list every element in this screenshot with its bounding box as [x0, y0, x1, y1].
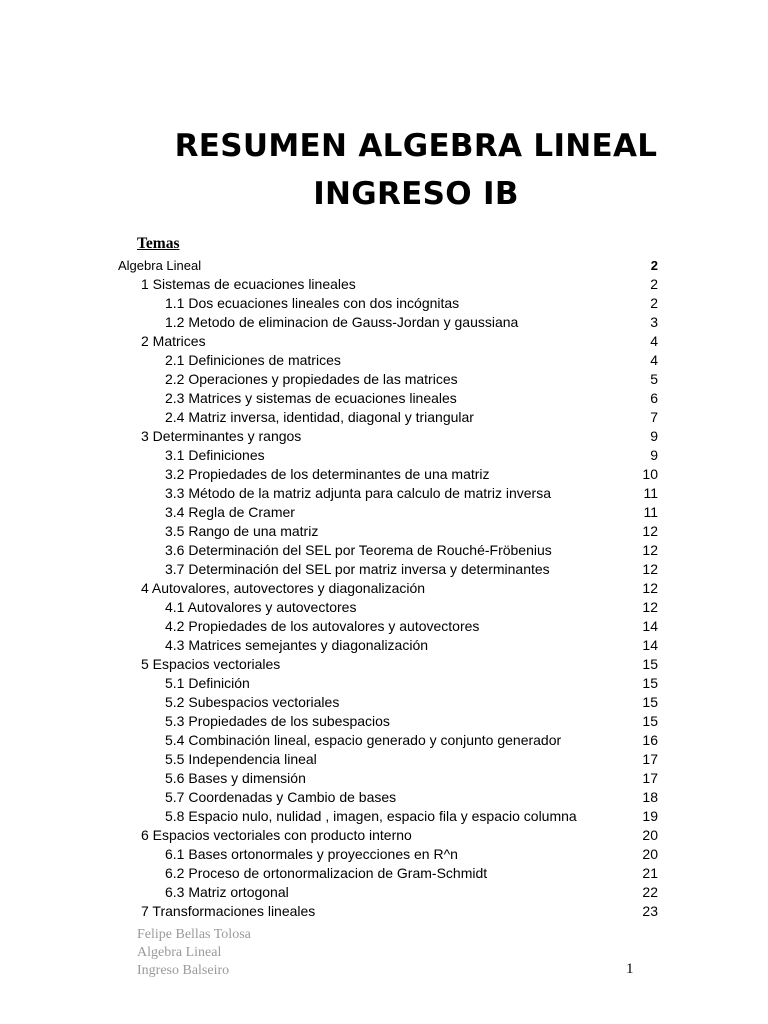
toc-entry-label: 4.1 Autovalores y autovectores: [165, 599, 357, 615]
toc-entry-label: 2.1 Definiciones de matrices: [165, 352, 341, 368]
toc-entry-page: 14: [642, 618, 658, 634]
toc-entry[interactable]: [118, 351, 658, 370]
toc-entry-page: 10: [642, 466, 658, 482]
toc-entry[interactable]: [118, 636, 658, 655]
toc-entry-label: 3.4 Regla de Cramer: [165, 504, 295, 520]
toc-entry-page: 21: [642, 865, 658, 881]
toc-entry-label: 5 Espacios vectoriales: [141, 656, 281, 672]
document-title: [0, 122, 768, 218]
toc-entry-page: 19: [642, 808, 658, 824]
toc-entry-page: 11: [643, 485, 658, 501]
toc-entry-label: 5.6 Bases y dimensión: [165, 770, 306, 786]
toc-entry[interactable]: [118, 845, 658, 864]
toc-entry-page: 20: [642, 846, 658, 862]
toc-entry[interactable]: [118, 579, 658, 598]
toc-entry[interactable]: [118, 313, 658, 332]
toc-entry-label: 5.3 Propiedades de los subespacios: [165, 713, 390, 729]
toc-entry-label: 5.1 Definición: [165, 675, 250, 691]
toc-entry-page: 4: [650, 352, 658, 368]
toc-entry-label: 3.2 Propiedades de los determinantes de una matriz: [165, 466, 490, 482]
toc-entry-label: 1.1 Dos ecuaciones lineales con dos incógnitas: [165, 295, 460, 311]
toc-entry[interactable]: [118, 389, 658, 408]
toc-entry[interactable]: [118, 560, 658, 579]
toc-entry-page: 9: [650, 447, 658, 463]
toc-entry-page: 3: [650, 314, 658, 330]
toc-entry[interactable]: [118, 332, 658, 351]
toc-entry-page: 23: [642, 903, 658, 919]
toc-entry-page: 6: [650, 390, 658, 406]
toc-entry-label: 3.6 Determinación del SEL por Teorema de Rouché-Fröbenius: [165, 542, 552, 558]
toc-entry-page: 12: [642, 561, 658, 577]
toc-entry[interactable]: [118, 655, 658, 674]
toc-entry-page: 14: [642, 637, 658, 653]
toc-entry[interactable]: [118, 598, 658, 617]
title-line-2: INGRESO IB: [313, 176, 519, 212]
toc-entry[interactable]: [118, 902, 658, 921]
toc-entry-page: 11: [643, 504, 658, 520]
toc-entry[interactable]: [118, 693, 658, 712]
toc-entry-label: 6 Espacios vectoriales con producto interno: [141, 827, 412, 843]
toc-entry[interactable]: [118, 788, 658, 807]
toc-entry[interactable]: [118, 731, 658, 750]
toc-heading: Temas: [137, 235, 180, 252]
toc-entry[interactable]: [118, 883, 658, 902]
toc-entry-page: 15: [642, 656, 658, 672]
toc-entry-label: 2.2 Operaciones y propiedades de las matrices: [165, 371, 458, 387]
toc-entry-label: Algebra Lineal: [118, 258, 202, 273]
toc-entry[interactable]: [118, 807, 658, 826]
toc-entry-label: 2.4 Matriz inversa, identidad, diagonal y triangular: [165, 409, 474, 425]
toc-entry-page: 12: [642, 523, 658, 539]
toc-entry[interactable]: [118, 446, 658, 465]
toc-entry-label: 6.3 Matriz ortogonal: [165, 884, 289, 900]
toc-entry[interactable]: [118, 750, 658, 769]
toc-entry-label: 4.2 Propiedades de los autovalores y autovectores: [165, 618, 480, 634]
toc-entry-label: 3.7 Determinación del SEL por matriz inversa y determinantes: [165, 561, 550, 577]
toc-entry-page: 15: [642, 675, 658, 691]
toc-entry-label: 5.4 Combinación lineal, espacio generado y conjunto generador: [165, 732, 562, 748]
toc-entry-label: 2.3 Matrices y sistemas de ecuaciones lineales: [165, 390, 457, 406]
toc-entry-label: 6.1 Bases ortonormales y proyecciones en R^n: [165, 846, 458, 862]
toc-entry-page: 12: [642, 542, 658, 558]
toc-entry-label: 1.2 Metodo de eliminacion de Gauss-Jordan y gaussiana: [165, 314, 519, 330]
table-of-contents: [118, 256, 658, 921]
toc-entry-label: 5.2 Subespacios vectoriales: [165, 694, 340, 710]
toc-entry[interactable]: [118, 427, 658, 446]
toc-entry[interactable]: [118, 826, 658, 845]
toc-entry[interactable]: [118, 617, 658, 636]
toc-entry-label: 2 Matrices: [141, 333, 206, 349]
toc-entry-page: 7: [650, 409, 658, 425]
toc-entry[interactable]: [118, 864, 658, 883]
toc-entry-page: 17: [642, 770, 658, 786]
toc-entry-label: 5.7 Coordenadas y Cambio de bases: [165, 789, 397, 805]
toc-entry-page: 16: [642, 732, 658, 748]
page-number: 1: [626, 961, 634, 977]
toc-entry-label: 4.3 Matrices semejantes y diagonalización: [165, 637, 429, 653]
toc-entry[interactable]: [118, 465, 658, 484]
toc-entry[interactable]: [118, 275, 658, 294]
toc-entry-page: 4: [650, 333, 658, 349]
toc-entry-label: 6.2 Proceso de ortonormalizacion de Gram-Schmidt: [165, 865, 488, 881]
toc-entry-label: 3.1 Definiciones: [165, 447, 265, 463]
toc-entry[interactable]: [118, 370, 658, 389]
toc-entry[interactable]: [118, 503, 658, 522]
toc-entry[interactable]: [118, 294, 658, 313]
footer-course: Ingreso Balseiro: [137, 963, 230, 978]
toc-entry-label: 1 Sistemas de ecuaciones lineales: [141, 276, 356, 292]
toc-entry[interactable]: [118, 484, 658, 503]
toc-entry-label: 5.8 Espacio nulo, nulidad , imagen, espacio fila y espacio columna: [165, 808, 577, 824]
toc-entry[interactable]: [118, 256, 658, 275]
toc-entry[interactable]: [118, 712, 658, 731]
page-footer: [137, 926, 251, 980]
toc-entry-label: 7 Transformaciones lineales: [141, 903, 316, 919]
toc-entry-label: 5.5 Independencia lineal: [165, 751, 317, 767]
footer-subject: Algebra Lineal: [137, 945, 222, 960]
toc-entry[interactable]: [118, 674, 658, 693]
toc-entry-page: 17: [642, 751, 658, 767]
toc-entry-page: 9: [650, 428, 658, 444]
toc-entry-page: 2: [650, 295, 658, 311]
toc-entry[interactable]: [118, 408, 658, 427]
toc-entry-label: 3.3 Método de la matriz adjunta para calculo de matriz inversa: [165, 485, 551, 501]
toc-entry[interactable]: [118, 522, 658, 541]
toc-entry[interactable]: [118, 769, 658, 788]
toc-entry-label: 3.5 Rango de una matriz: [165, 523, 319, 539]
toc-entry-page: 2: [650, 276, 658, 292]
toc-entry-page: 18: [642, 789, 658, 805]
toc-entry-label: 3 Determinantes y rangos: [141, 428, 302, 444]
toc-entry-page: 5: [650, 371, 658, 387]
toc-entry[interactable]: [118, 541, 658, 560]
toc-entry-page: 20: [642, 827, 658, 843]
toc-entry-page: 12: [642, 599, 658, 615]
footer-author: Felipe Bellas Tolosa: [137, 927, 251, 942]
title-line-1: RESUMEN ALGEBRA LINEAL: [174, 128, 658, 164]
toc-entry-page: 15: [642, 694, 658, 710]
toc-entry-page: 12: [642, 580, 658, 596]
toc-entry-label: 4 Autovalores, autovectores y diagonalización: [141, 580, 426, 596]
toc-entry-page: 15: [642, 713, 658, 729]
toc-entry-page: 22: [642, 884, 658, 900]
toc-entry-page: 2: [650, 258, 658, 273]
